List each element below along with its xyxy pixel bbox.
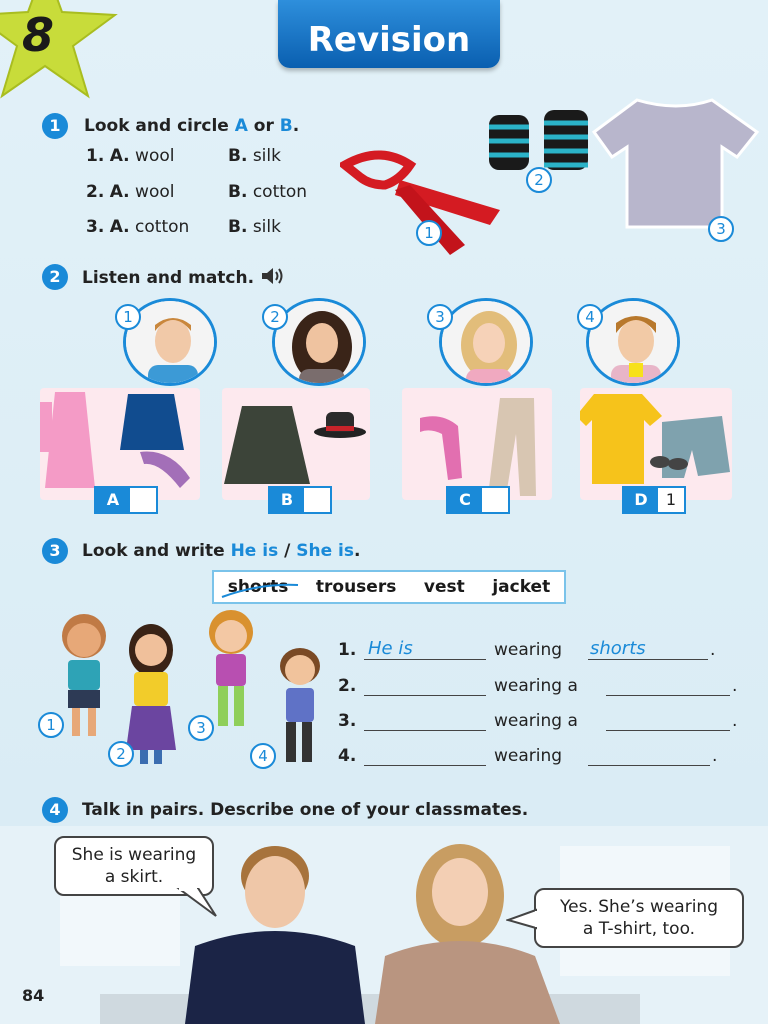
unit-number: 8 xyxy=(22,8,55,62)
kid-number-3: 3 xyxy=(188,715,214,741)
page-number: 84 xyxy=(22,986,45,1005)
sentence-3-mid: wearing a xyxy=(494,711,578,731)
choice-row-1: 1. A. wool B. silk xyxy=(86,146,281,166)
sentence-4-end: . xyxy=(712,746,718,766)
word-shorts: shorts xyxy=(228,577,289,597)
person-number-4: 4 xyxy=(577,304,603,330)
section-2-title: Listen and match. xyxy=(82,267,286,288)
person-number-3: 3 xyxy=(427,304,453,330)
person-number-2: 2 xyxy=(262,304,288,330)
section-1-number: 1 xyxy=(42,113,68,139)
speech-bubble-girl: Yes. She’s wearing a T-shirt, too. xyxy=(534,888,744,948)
blank-4b[interactable] xyxy=(588,746,710,766)
kid-number-2: 2 xyxy=(108,741,134,767)
section-2-number: 2 xyxy=(42,264,68,290)
choice-row-3: 3. A. cotton B. silk xyxy=(86,217,281,237)
section-1-title: Look and circle A or B. xyxy=(84,116,300,136)
children-illustration xyxy=(36,606,336,776)
blank-3a[interactable] xyxy=(364,711,486,731)
blank-4a[interactable] xyxy=(364,746,486,766)
person-number-1: 1 xyxy=(115,304,141,330)
strike-mark xyxy=(220,581,300,601)
unit-star-icon xyxy=(0,0,120,100)
kid-number-1: 1 xyxy=(38,712,64,738)
word-trousers: trousers xyxy=(315,577,397,597)
clothes-set-c xyxy=(402,388,552,500)
answer-box-a[interactable]: A xyxy=(94,486,158,514)
choice-row-2: 2. A. wool B. cotton xyxy=(86,182,308,202)
speech-bubble-boy: She is wearing a skirt. xyxy=(54,836,214,896)
answer-box-d[interactable]: D 1 xyxy=(622,486,686,514)
section-4-number: 4 xyxy=(42,797,68,823)
sentence-2-mid: wearing a xyxy=(494,676,578,696)
clothes-set-b xyxy=(222,388,370,500)
item-number-1: 1 xyxy=(416,220,442,246)
sentence-1-mid: wearing xyxy=(494,640,563,660)
bubble-tail-girl xyxy=(506,908,538,930)
word-jacket: jacket xyxy=(492,577,551,597)
portrait-girl-3 xyxy=(439,298,533,386)
section-3-number: 3 xyxy=(42,538,68,564)
kid-number-4: 4 xyxy=(250,743,276,769)
sentence-4-mid: wearing xyxy=(494,746,563,766)
sentence-2-end: . xyxy=(732,676,738,696)
bubble-tail-boy xyxy=(176,888,220,918)
sentence-2-num: 2. xyxy=(338,676,357,696)
speaker-icon[interactable] xyxy=(260,267,286,285)
clothes-set-a xyxy=(40,388,200,500)
word-vest: vest xyxy=(423,577,465,597)
tshirt-picture xyxy=(592,92,762,232)
item-number-2: 2 xyxy=(526,167,552,193)
section-3-title: Look and write He is / She is. xyxy=(82,541,361,561)
section-4-title: Talk in pairs. Describe one of your classmates. xyxy=(82,800,529,820)
item-number-3: 3 xyxy=(708,216,734,242)
blank-2a[interactable] xyxy=(364,676,486,696)
answer-1a: He is xyxy=(368,638,413,659)
clothes-set-d xyxy=(580,388,732,500)
page-title: Revision xyxy=(278,0,500,68)
sentence-3-num: 3. xyxy=(338,711,357,731)
answer-1b: shorts xyxy=(590,638,646,659)
sentence-4-num: 4. xyxy=(338,746,357,766)
sentence-1-end: . xyxy=(710,640,716,660)
answer-box-b[interactable]: B xyxy=(268,486,332,514)
sentence-1-num: 1. xyxy=(338,640,357,660)
blank-2b[interactable] xyxy=(606,676,730,696)
answer-box-c[interactable]: C xyxy=(446,486,510,514)
sentence-3-end: . xyxy=(732,711,738,731)
word-box xyxy=(212,570,566,604)
blank-3b[interactable] xyxy=(606,711,730,731)
